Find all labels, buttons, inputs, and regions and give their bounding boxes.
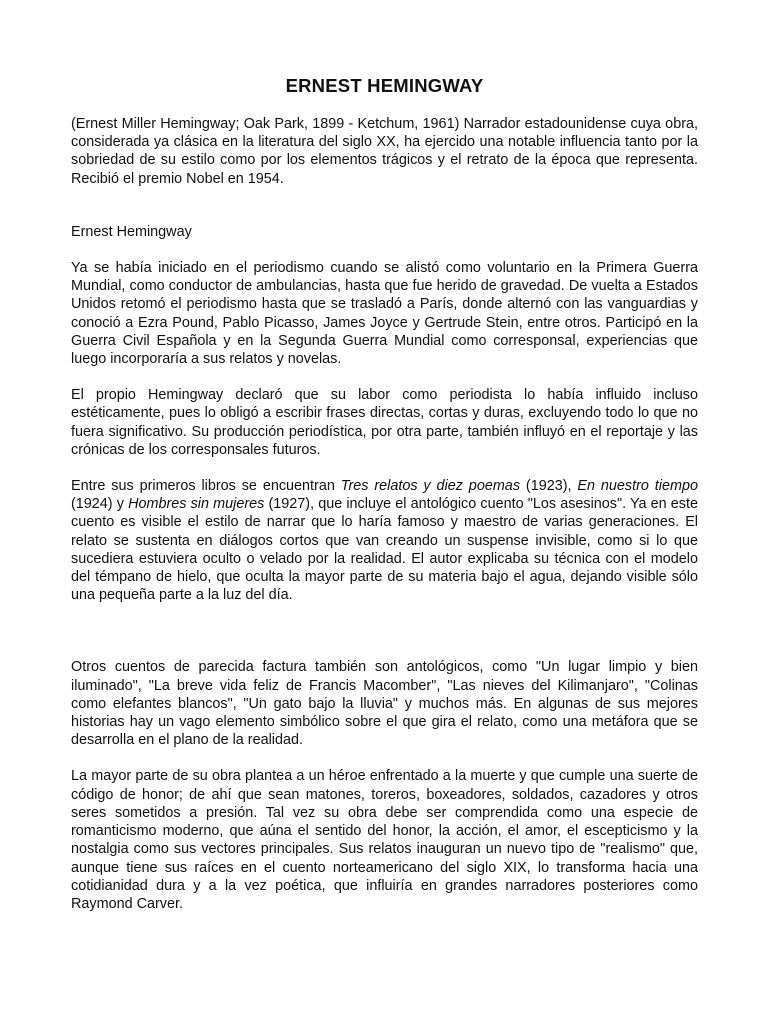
book-title-en-nuestro-tiempo: En nuestro tiempo [577,478,698,495]
document-title: ERNEST HEMINGWAY [285,75,484,96]
book-title-tres-relatos: Tres relatos y diez poemas [340,478,521,495]
text-segment: Entre sus primeros libros se encuentran [71,478,341,495]
paragraph-journalism: Ya se había iniciado en el periodismo cuando se alistó como voluntario en la Primera Guerra Mundial, como conductor de ambulancias, hasta que fue herido de gravedad. De vuelta a Estados Unidos retomó el periodismo hasta que se trasladó a París, donde alternó con las vanguardias y conoció a Ezra Pound, Pablo Picasso, James Joyce y Gertrude Stein, entre otros. Participó en la Guerra Civil Española y en la Segunda Guerra Mundial como corresponsal, experiencias que luego incorporaría a sus relatos y novelas. [71,260,698,368]
image-caption: Ernest Hemingway [71,223,192,240]
text-segment: (1924) y [71,496,129,513]
paragraph-other-stories: Otros cuentos de parecida factura también son antológicos, como "Un lugar limpio y bien iluminado", "La breve vida feliz de Francis Macomber", "Las nieves del Kilimanjaro", "Colinas como elefantes blancos", "Un gato bajo la lluvia" y muchos más. En algunas de sus mejores historias hay un vago elemento simbólico sobre el que gira el relato, como una metáfora que se desarrolla en el plano de la realidad. [71,659,698,749]
text-segment: (1923), [520,478,578,495]
document-page [71,74,698,931]
text-segment: (1927), que incluye el antológico cuento "Los asesinos". Ya en este cuento es visible el estilo de narrar que lo haría famoso y maestro de varias generaciones. El relato se sustenta en diálogos cortos que van creando un suspense invisible, como si lo que sucediera estuviera oculto o velado por la realidad. El autor explicaba su técnica con el modelo del témpano de hielo, que oculta la mayor parte de su materia bajo el agua, dejando visible sólo una pequeña parte a la luz del día. [71,496,699,604]
paragraph-early-books [71,477,698,604]
book-title-hombres-sin-mujeres: Hombres sin mujeres [128,496,265,513]
paragraph-hero-code: La mayor parte de su obra plantea a un héroe enfrentado a la muerte y que cumple una suerte de código de honor; de ahí que sean matones, toreros, boxeadores, soldados, cazadores y otros seres sometidos a presión. Tal vez su obra debe ser comprendida como una especie de romanticismo moderno, que aúna el sentido del honor, la acción, el amor, el escepticismo y la nostalgia como sus vectores principales. Sus relatos inauguran un nuevo tipo de "realismo" que, aunque tiene sus raíces en el cuento norteamericano del siglo XIX, lo transforma hacia una cotidianidad dura y a la vez poética, que influiría en grandes narradores posteriores como Raymond Carver. [71,768,698,912]
intro-paragraph: (Ernest Miller Hemingway; Oak Park, 1899 - Ketchum, 1961) Narrador estadounidense cuya obra, considerada ya clásica en la literatura del siglo XX, ha ejercido una notable influencia tanto por la sobriedad de su estilo como por los elementos trágicos y el retrato de la época que representa. Recibió el premio Nobel en 1954. [71,116,698,187]
paragraph-style: El propio Hemingway declaró que su labor como periodista lo había influido incluso estéticamente, pues lo obligó a escribir frases directas, cortas y duras, excluyendo todo lo que no fuera significativo. Su producción periodística, por otra parte, también influyó en el reportaje y las crónicas de los corresponsales futuros. [71,387,698,458]
